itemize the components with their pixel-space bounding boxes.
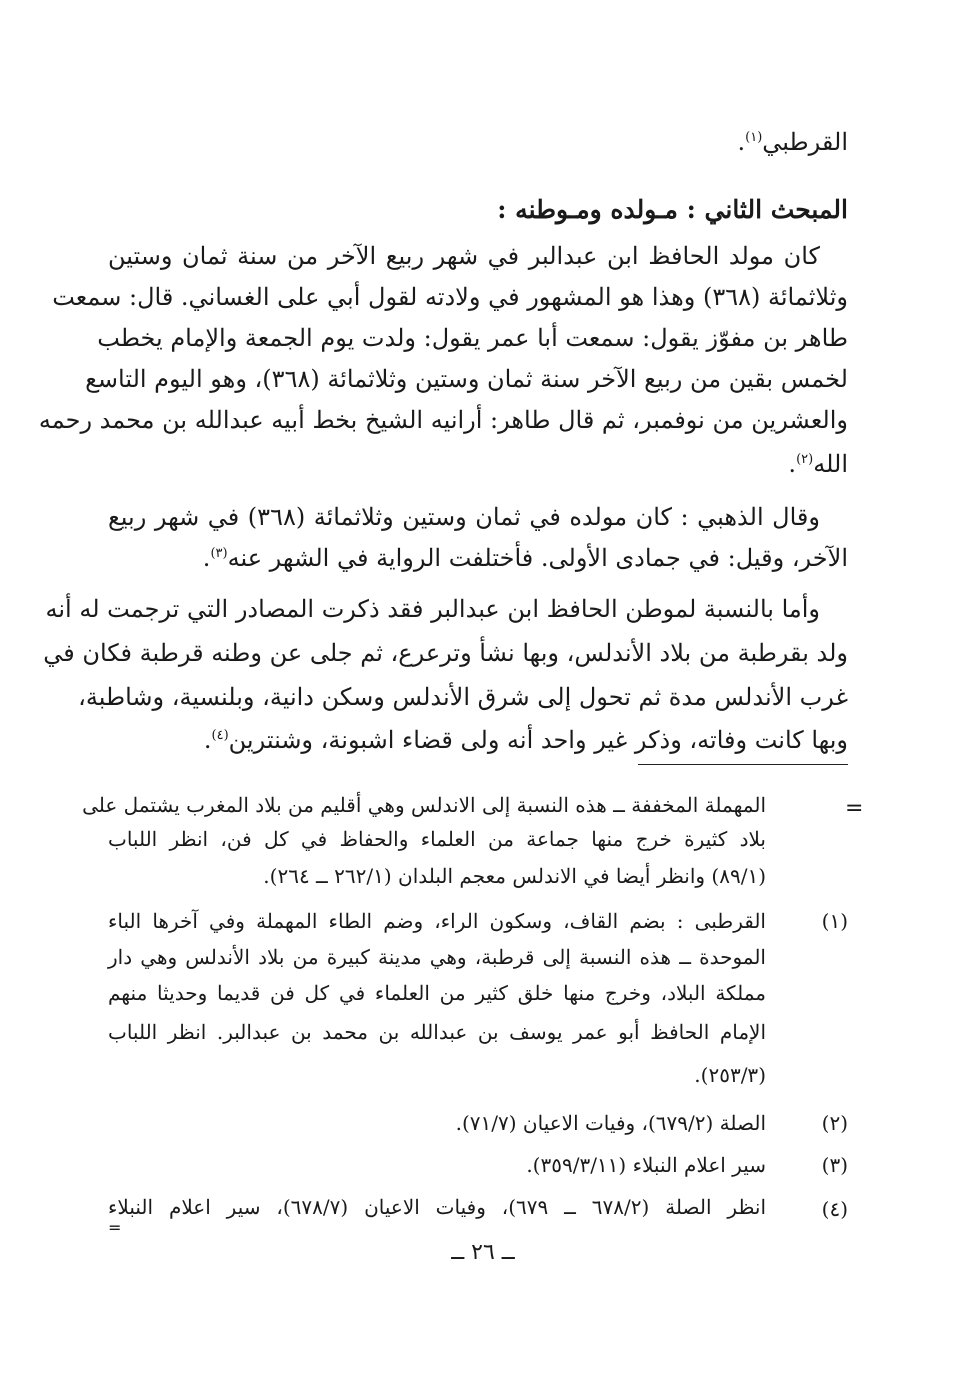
continuation-mark: = (845, 796, 864, 821)
footnote-line: الموحدة ــ هذه النسبة إلى قرطبة، وهي مدينة كبيرة من بلاد الأندلس وهي دار (108, 945, 766, 969)
footnote-separator (638, 764, 848, 765)
footnote-ref-4: (٤) (211, 728, 229, 743)
body-line: وثلاثمائة (٣٦٨) وهذا هو المشهور في ولادته لقول أبي على الغساني. قال: سمعت (52, 283, 848, 311)
footnote-number: (٣) (821, 1153, 848, 1177)
body-line-carryover: القرطبي$^{(١)}$. (737, 128, 848, 156)
footnote-line: انظر الصلة (٦٧٨/٢ ــ ٦٧٩)، وفيات الاعيان (٦٧٨/٧)، سير اعلام النبلاء (108, 1195, 767, 1219)
footnote-line: (٨٩/١) وانظر أيضا في الاندلس معجم البلدان (٢٦٢/١ ــ ٢٦٤). (263, 864, 766, 888)
footnote-line: بلاد كثيرة خرج منها جماعة من العلماء والحفاظ في كل فن، انظر اللباب (108, 827, 766, 851)
footnote-number: (٢) (821, 1111, 848, 1135)
body-line: غرب الأندلس مدة ثم تحول إلى شرق الأندلس وسكن دانية، وبلنسية، وشاطبة، (78, 683, 848, 711)
footnote-line: القرطبى : بضم القاف، وسكون الراء، وضم الطاء المهملة وفي آخرها الباء (108, 909, 766, 933)
body-line: لخمس بقين من ربيع الآخر سنة ثمان وستين وثلاثمائة (٣٦٨)، وهو اليوم التاسع (85, 365, 848, 393)
body-line-end: الآخر، وقيل: في جمادى الأولى. فأختلفت الرواية في الشهر عنه$^{(٣)}$. (202, 544, 848, 572)
body-line: ولد بقرطبة من بلاد الأندلس، وبها نشأ وترعرع، ثم جلى عن وطنه قرطبة فكان في (43, 639, 848, 667)
body-line: طاهر بن مفوّز يقول: سمعت أبا عمر يقول: ولدت يوم الجمعة والإمام يخطب (97, 324, 848, 352)
footnote-line: الصلة (٦٧٩/٢)، وفيات الاعيان (٧١/٧). (455, 1111, 766, 1135)
body-line: وأما بالنسبة لموطن الحافظ ابن عبدالبر فقد ذكرت المصادر التي ترجمت له أنه (45, 595, 820, 623)
body-line-end: الله$^{(٢)}$. (788, 450, 848, 478)
footnote-line: المهملة المخففة ــ هذه النسبة إلى الاندلس وهي أقليم من بلاد المغرب يشتمل على (82, 793, 766, 817)
section-heading: المبحث الثاني : مـولده ومـوطنه : (497, 195, 848, 224)
body-line: وقال الذهبي : كان مولده في ثمان وستين وثلاثمائة (٣٦٨) في شهر ربيع (108, 503, 820, 531)
footnote-ref-3: (٣) (210, 546, 228, 561)
footnote-line: مملكة البلاد، وخرج منها خلق كثير من العلماء في كل فن قديما وحديثا منهم (108, 981, 766, 1005)
footnote-ref-2: (٢) (796, 452, 814, 467)
footnote-line: الإمام الحافظ أبو عمر يوسف بن عبدالله بن محمد بن عبدالبر. انظر اللباب (108, 1020, 766, 1044)
body-line: كان مولد الحافظ ابن عبدالبر في شهر ربيع الآخر من سنة ثمان وستين (108, 242, 820, 270)
continuation-mark: = (108, 1218, 122, 1237)
footnote-ref-1: (١) (745, 130, 763, 145)
footnote-number: (١) (821, 909, 848, 933)
body-line-end: وبها كانت وفاته، وذكر غير واحد أنه ولى قضاء اشبونة، وشنترين$^{(٤)}$. (203, 726, 848, 754)
footnote-line: سير اعلام النبلاء (٣٥٩/٣/١١). (526, 1153, 766, 1177)
footnote-number: (٤) (821, 1197, 848, 1221)
body-line: والعشرين من نوفمبر، ثم قال طاهر: أرانيه الشيخ بخط أبيه عبدالله بن محمد رحمه (38, 406, 848, 434)
footnote-line: (٢٥٣/٣). (694, 1063, 766, 1087)
page-number: ــ ٢٦ ــ (451, 1240, 515, 1265)
